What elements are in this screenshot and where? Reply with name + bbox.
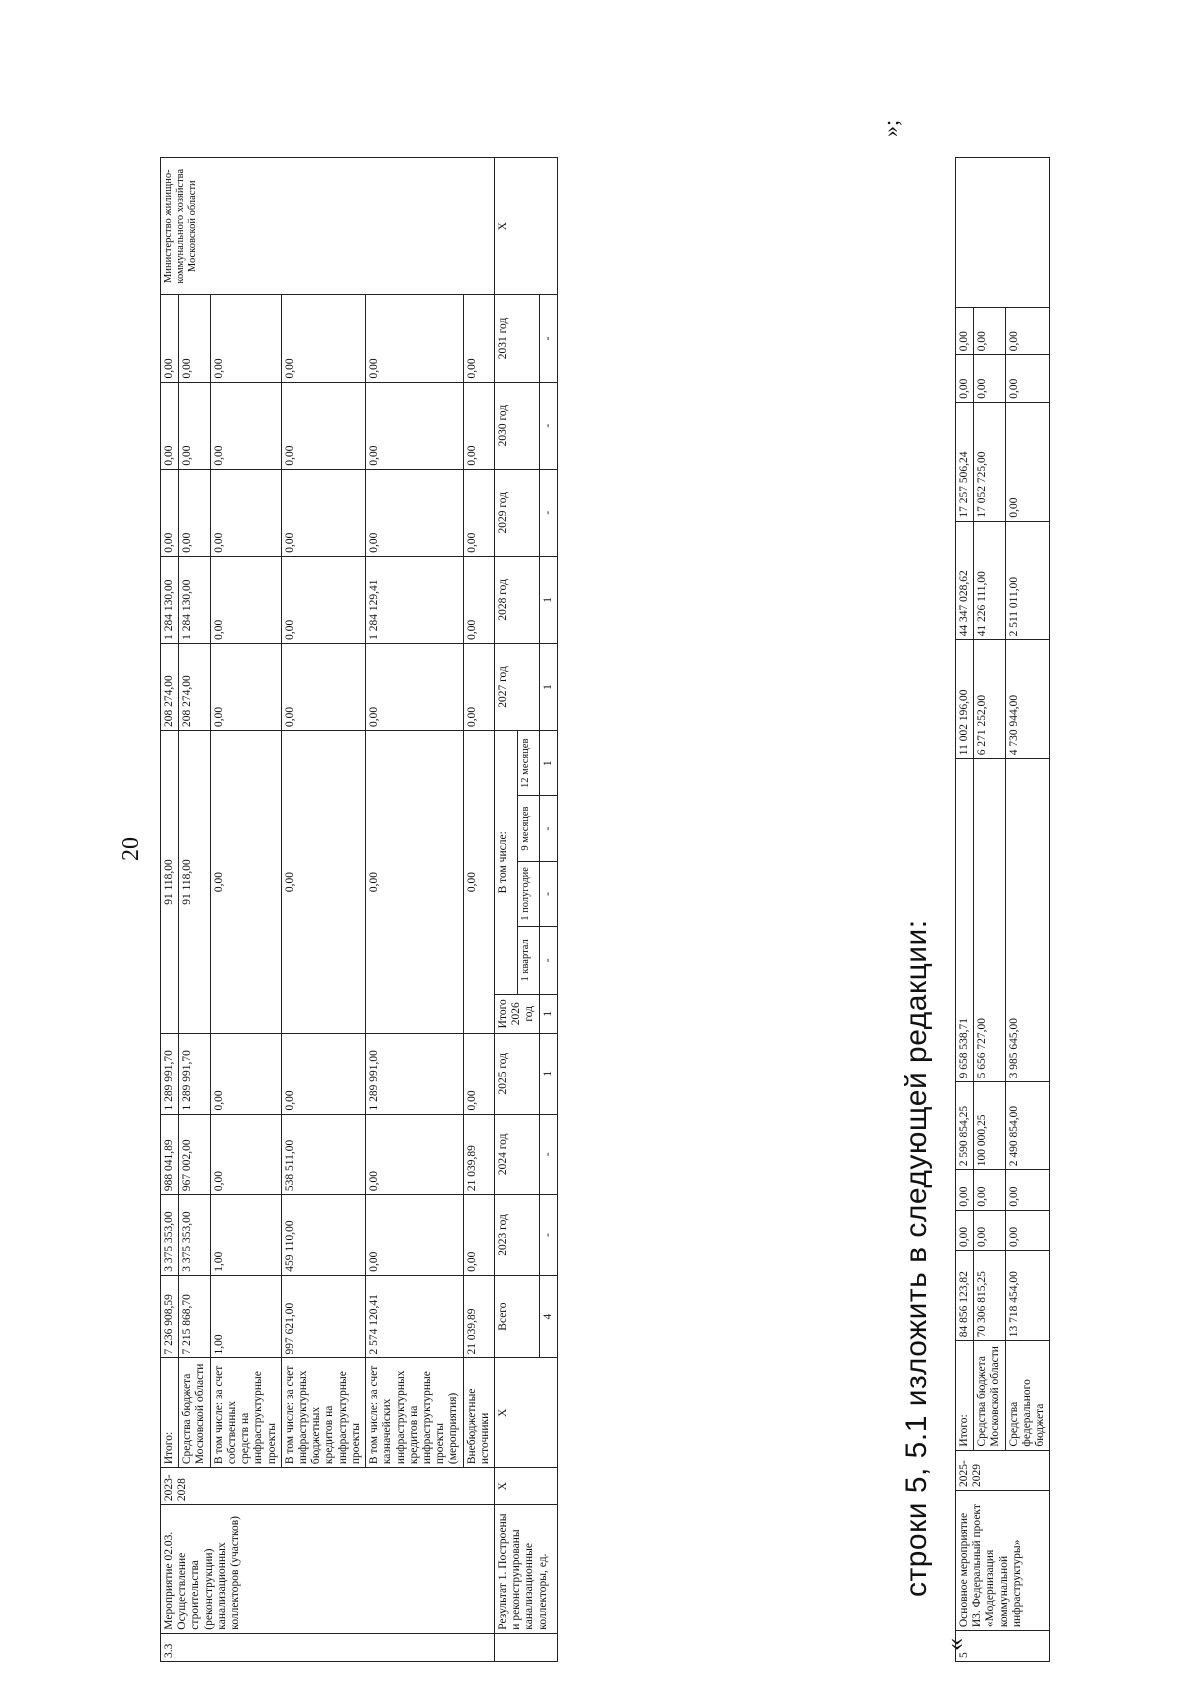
amount-cell: 84 856 123,82 <box>956 1251 974 1341</box>
event-name: Основное мероприятие И3. Федеральный проект «Модернизация коммунальной инфраструктуры» <box>956 1490 1050 1630</box>
amount-cell: 0,00 <box>956 1170 974 1210</box>
amount-cell: 0,00 <box>210 731 281 1034</box>
amount-cell: 0,00 <box>1005 307 1050 355</box>
table-row <box>463 158 494 1662</box>
amount-cell: 91 118,00 <box>179 731 210 1034</box>
result-value: - <box>539 927 557 995</box>
amount-cell: 0,00 <box>281 643 365 730</box>
amount-cell: 0,00 <box>366 1195 464 1276</box>
amount-cell: 2 490 854,00 <box>1005 1082 1050 1170</box>
amount-cell: 0,00 <box>210 382 281 469</box>
amount-cell: 0,00 <box>956 307 974 355</box>
amount-cell: 6 271 252,00 <box>974 640 1005 759</box>
quote-open: « <box>940 1638 969 1651</box>
amount-cell: 70 306 815,25 <box>974 1251 1005 1341</box>
amount-cell: 0,00 <box>210 643 281 730</box>
executor: Министерство жилищно-коммунального хозяйства Московской области <box>161 158 495 295</box>
result-value: - <box>539 1195 557 1276</box>
result-value: - <box>539 796 557 861</box>
result-label: Результат 1. Построены и реконструированы канализационные коллекторы, ед. <box>495 1505 558 1634</box>
col-header: 9 месяцев <box>518 796 540 861</box>
amount-cell: 0,00 <box>974 1170 1005 1210</box>
amount-cell: 0,00 <box>161 295 179 382</box>
amount-cell: 21 039,89 <box>463 1114 494 1195</box>
page-number: 20 <box>118 837 144 861</box>
amount-cell: 0,00 <box>974 355 1005 403</box>
amount-cell: 44 347 028,62 <box>956 521 974 640</box>
funding-source: В том числе: за счет инфраструктурных бюджетных кредитов на инфраструктурные проекты <box>281 1358 365 1468</box>
amount-cell: 0,00 <box>366 469 464 556</box>
quote-close: »; <box>878 119 903 137</box>
amount-cell: 21 039,89 <box>463 1275 494 1358</box>
amount-cell: 2 590 854,25 <box>956 1082 974 1170</box>
amount-cell: 3 375 353,00 <box>179 1195 210 1276</box>
col-header: 1 полугодие <box>518 861 540 926</box>
amount-cell: 17 257 506,24 <box>956 402 974 521</box>
table-row <box>179 158 210 1662</box>
event-period: 2023-2028 <box>161 1468 495 1505</box>
col-header: Итого 2026 год <box>495 994 540 1033</box>
table-row <box>974 158 1005 1662</box>
funding-source: В том числе: за счет собственных средств на инфраструктурные проекты <box>210 1358 281 1468</box>
result-value: 1 <box>539 556 557 643</box>
event-name: Мероприятие 02.03. Осуществление строительства (реконструкции) канализационных коллекторов (участков) <box>161 1505 495 1634</box>
table-row <box>956 158 974 1662</box>
col-header: 2030 год <box>495 382 540 469</box>
amount-cell: 0,00 <box>161 469 179 556</box>
result-header-row <box>495 158 518 1662</box>
x-mark: X <box>495 158 558 295</box>
amount-cell: 0,00 <box>210 469 281 556</box>
funding-source: Внебюджетные источники <box>463 1358 494 1468</box>
result-value: - <box>539 382 557 469</box>
amount-cell: 0,00 <box>179 382 210 469</box>
amount-cell: 3 375 353,00 <box>161 1195 179 1276</box>
amount-cell: 0,00 <box>463 382 494 469</box>
amount-cell: 0,00 <box>281 556 365 643</box>
col-header: 2029 год <box>495 469 540 556</box>
amount-cell: 0,00 <box>366 382 464 469</box>
program-table-1 <box>160 157 558 1662</box>
funding-source: Итого: <box>161 1358 179 1468</box>
funding-source: Средства бюджета Московской области <box>179 1358 210 1468</box>
amount-cell: 91 118,00 <box>161 731 179 1034</box>
amount-cell: 0,00 <box>463 643 494 730</box>
amount-cell: 0,00 <box>179 295 210 382</box>
amount-cell: 9 658 538,71 <box>956 759 974 1082</box>
amount-cell: 0,00 <box>463 1033 494 1114</box>
funding-source: В том числе: за счет казначейских инфраструктурных кредитов на инфраструктурные проекты (мероприятия) <box>366 1358 464 1468</box>
amount-cell: 1 284 130,00 <box>179 556 210 643</box>
table-row <box>366 158 464 1662</box>
row-number: 5 <box>956 1631 1050 1662</box>
amount-cell: 0,00 <box>463 295 494 382</box>
program-table-2 <box>955 157 1050 1662</box>
amount-cell: 17 052 725,00 <box>974 402 1005 521</box>
amount-cell: 538 511,00 <box>281 1114 365 1195</box>
funding-source: Средства федерального бюджета <box>1005 1341 1050 1450</box>
amount-cell: 0,00 <box>956 355 974 403</box>
amount-cell: 0,00 <box>1005 402 1050 521</box>
col-header: 12 месяцев <box>518 731 540 796</box>
amount-cell: 2 574 120,41 <box>366 1275 464 1358</box>
amount-cell: 0,00 <box>956 1210 974 1250</box>
amount-cell: 1 289 991,70 <box>179 1033 210 1114</box>
result-value: 1 <box>539 643 557 730</box>
amount-cell: 997 621,00 <box>281 1275 365 1358</box>
result-value: 1 <box>539 1033 557 1114</box>
col-header: 2028 год <box>495 556 540 643</box>
amount-cell: 0,00 <box>463 1195 494 1276</box>
amount-cell: 0,00 <box>281 1033 365 1114</box>
x-mark: X <box>495 1358 558 1468</box>
table-row <box>210 158 281 1662</box>
amount-cell: 41 226 111,00 <box>974 521 1005 640</box>
amount-cell: 13 718 454,00 <box>1005 1251 1050 1341</box>
row-number: 3.3 <box>161 1633 495 1661</box>
col-header: 2024 год <box>495 1114 540 1195</box>
col-header: 2031 год <box>495 295 540 382</box>
amount-cell: 1 289 991,70 <box>161 1033 179 1114</box>
result-value: 1 <box>539 994 557 1033</box>
col-header: 2025 год <box>495 1033 540 1114</box>
col-header: 2027 год <box>495 643 540 730</box>
result-value: - <box>539 861 557 926</box>
amount-cell: 0,00 <box>210 295 281 382</box>
amount-cell: 1 284 129,41 <box>366 556 464 643</box>
amount-cell: 1,00 <box>210 1195 281 1276</box>
amount-cell: 11 002 196,00 <box>956 640 974 759</box>
amount-cell: 967 002,00 <box>179 1114 210 1195</box>
amount-cell: 0,00 <box>974 307 1005 355</box>
amount-cell: 0,00 <box>1005 1210 1050 1250</box>
amount-cell: 3 985 645,00 <box>1005 759 1050 1082</box>
amount-cell: 0,00 <box>210 556 281 643</box>
amount-cell: 5 656 727,00 <box>974 759 1005 1082</box>
amount-cell: 0,00 <box>1005 355 1050 403</box>
result-value: 1 <box>539 731 557 796</box>
table-row <box>281 158 365 1662</box>
amount-cell: 0,00 <box>463 556 494 643</box>
event-period: 2025-2029 <box>956 1450 1050 1490</box>
result-value: - <box>539 1114 557 1195</box>
x-mark: X <box>495 1468 558 1505</box>
amount-cell: 1 289 991,00 <box>366 1033 464 1114</box>
amount-cell: 0,00 <box>1005 1170 1050 1210</box>
table-row <box>161 158 179 1662</box>
result-value: - <box>539 469 557 556</box>
amount-cell: 0,00 <box>463 731 494 1034</box>
amount-cell: 100 000,25 <box>974 1082 1005 1170</box>
amount-cell: 0,00 <box>366 1114 464 1195</box>
amount-cell: 4 730 944,00 <box>1005 640 1050 759</box>
amount-cell: 988 041,89 <box>161 1114 179 1195</box>
amount-cell: 0,00 <box>210 1114 281 1195</box>
amount-cell: 7 236 908,59 <box>161 1275 179 1358</box>
col-header: 2023 год <box>495 1195 540 1276</box>
funding-source: Итого: <box>956 1341 974 1450</box>
amount-cell: 1,00 <box>210 1275 281 1358</box>
amendment-caption: строки 5, 5.1 изложить в следующей редакции: <box>900 919 933 1597</box>
amount-cell: 0,00 <box>281 295 365 382</box>
amount-cell: 0,00 <box>366 295 464 382</box>
amount-cell: 0,00 <box>366 731 464 1034</box>
amount-cell: 0,00 <box>210 1033 281 1114</box>
table-row <box>1005 158 1050 1662</box>
col-header: В том числе: <box>495 731 518 995</box>
amount-cell: 0,00 <box>974 1210 1005 1250</box>
amount-cell: 0,00 <box>366 643 464 730</box>
amount-cell: 459 110,00 <box>281 1195 365 1276</box>
result-value: 4 <box>539 1275 557 1358</box>
amount-cell: 2 511 011,00 <box>1005 521 1050 640</box>
executor <box>956 158 1050 308</box>
funding-source: Средства бюджета Московской области <box>974 1341 1005 1450</box>
col-header: Всего <box>495 1275 540 1358</box>
col-header: 1 квартал <box>518 927 540 995</box>
amount-cell: 0,00 <box>281 382 365 469</box>
empty-cell <box>495 1633 558 1661</box>
amount-cell: 208 274,00 <box>179 643 210 730</box>
result-value: - <box>539 295 557 382</box>
amount-cell: 0,00 <box>179 469 210 556</box>
amount-cell: 208 274,00 <box>161 643 179 730</box>
amount-cell: 7 215 868,70 <box>179 1275 210 1358</box>
amount-cell: 0,00 <box>281 469 365 556</box>
amount-cell: 0,00 <box>161 382 179 469</box>
amount-cell: 0,00 <box>463 469 494 556</box>
amount-cell: 1 284 130,00 <box>161 556 179 643</box>
amount-cell: 0,00 <box>281 731 365 1034</box>
